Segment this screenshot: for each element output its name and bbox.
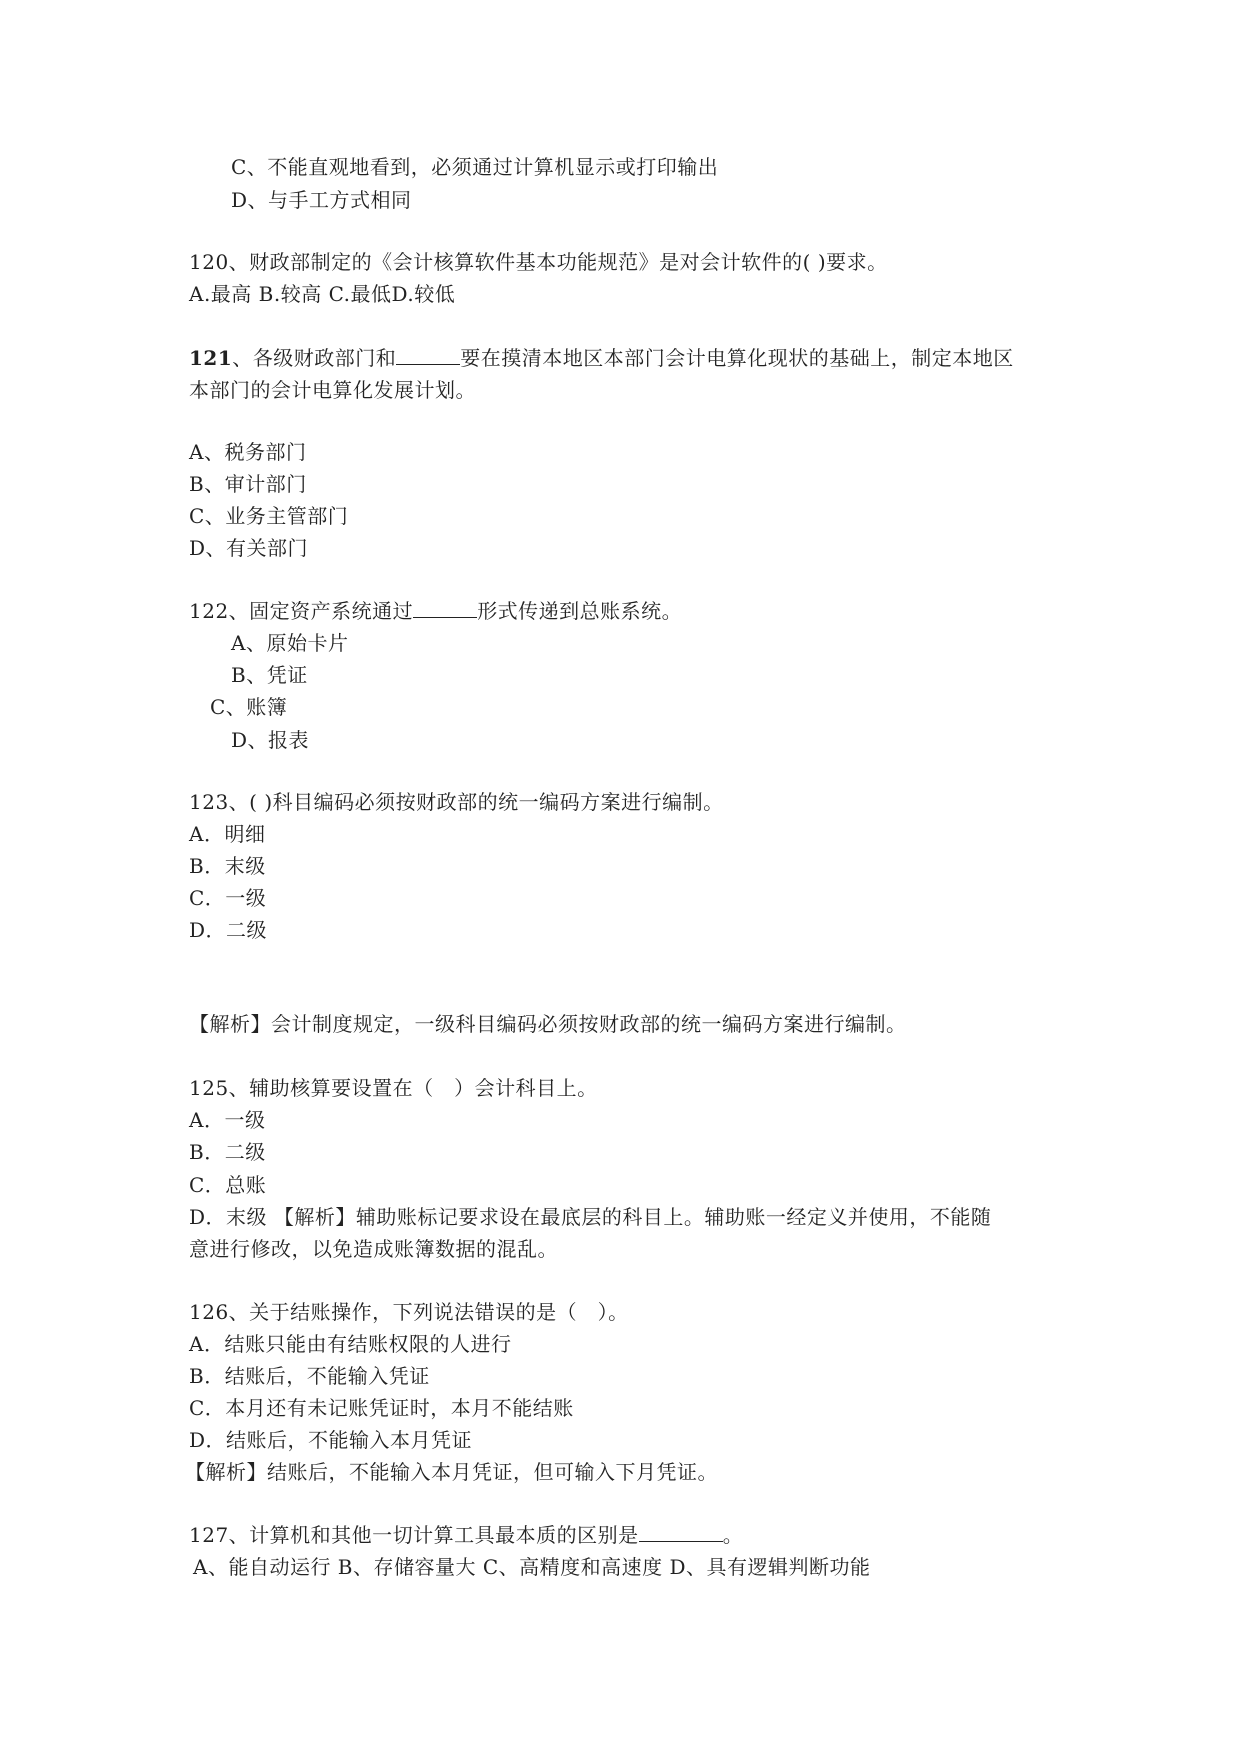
- q125-option-a: A．一级: [189, 1108, 266, 1132]
- q126-option-c: C．本月还有未记账凭证时，本月不能结账: [189, 1396, 574, 1420]
- q125-option-d-analysis: D．末级 【解析】辅助账标记要求设在最底层的科目上。辅助账一经定义并使用，不能随: [189, 1205, 992, 1229]
- q127-question: [189, 1523, 743, 1547]
- q125-option-c: C．总账: [189, 1173, 267, 1197]
- q122-question-part1: 122、固定资产系统通过: [189, 599, 414, 623]
- q122-question-part2: 形式传递到总账系统。: [477, 599, 683, 623]
- q126-option-a: A．结账只能由有结账权限的人进行: [189, 1332, 512, 1356]
- q122-option-b: B、凭证: [231, 663, 308, 687]
- q122-blank: [413, 599, 477, 618]
- q122-option-a: A、原始卡片: [231, 631, 349, 655]
- q123-option-b: B．末级: [189, 854, 266, 878]
- q126-question: 126、关于结账操作，下列说法错误的是（ ）。: [189, 1300, 629, 1324]
- q123-option-a: A．明细: [189, 822, 266, 846]
- q121-option-a: A、税务部门: [189, 440, 307, 464]
- q121-option-d: D、有关部门: [189, 536, 309, 560]
- q126-option-b: B．结账后，不能输入凭证: [189, 1364, 430, 1388]
- q126-option-d: D．结账后，不能输入本月凭证: [189, 1428, 473, 1452]
- q127-options: A、能自动运行 B、存储容量大 C、高精度和高速度 D、具有逻辑判断功能: [193, 1555, 871, 1579]
- q119-option-c: C、不能直观地看到，必须通过计算机显示或打印输出: [231, 155, 719, 179]
- q123-analysis: 【解析】会计制度规定，一级科目编码必须按财政部的统一编码方案进行编制。: [189, 1012, 907, 1036]
- q121-question-part1: 、各级财政部门和: [232, 346, 397, 370]
- q121-option-b: B、审计部门: [189, 472, 307, 496]
- q122-option-c: C、账簿: [210, 695, 288, 719]
- q121-question-part2: 要在摸清本地区本部门会计电算化现状的基础上，制定本地区: [460, 346, 1014, 370]
- q121-option-c: C、业务主管部门: [189, 504, 349, 528]
- q123-question: 123、( )科目编码必须按财政部的统一编码方案进行编制。: [189, 790, 724, 814]
- q122-question: [189, 599, 682, 623]
- q123-option-c: C．一级: [189, 886, 267, 910]
- q120-options: A.最高 B.较高 C.最低D.较低: [189, 282, 456, 306]
- q127-blank: [639, 1523, 723, 1542]
- q125-question: 125、辅助核算要设置在（ ）会计科目上。: [189, 1076, 598, 1100]
- q127-question-part2: 。: [722, 1523, 744, 1547]
- q127-question-part1: 127、计算机和其他一切计算工具最本质的区别是: [189, 1523, 639, 1547]
- q121-number: 121: [189, 346, 233, 370]
- q121-blank: [396, 346, 460, 365]
- q120-question: 120、财政部制定的《会计核算软件基本功能规范》是对会计软件的( )要求。: [189, 250, 888, 274]
- q122-option-d: D、报表: [231, 728, 310, 752]
- q125-option-b: B．二级: [189, 1140, 266, 1164]
- q123-option-d: D．二级: [189, 918, 268, 942]
- q119-option-d: D、与手工方式相同: [231, 188, 412, 212]
- q121-question: [189, 346, 1014, 370]
- q126-analysis: 【解析】结账后，不能输入本月凭证，但可输入下月凭证。: [185, 1460, 718, 1484]
- q125-analysis-line2: 意进行修改，以免造成账簿数据的混乱。: [189, 1237, 558, 1261]
- q121-question-line2: 本部门的会计电算化发展计划。: [189, 378, 476, 402]
